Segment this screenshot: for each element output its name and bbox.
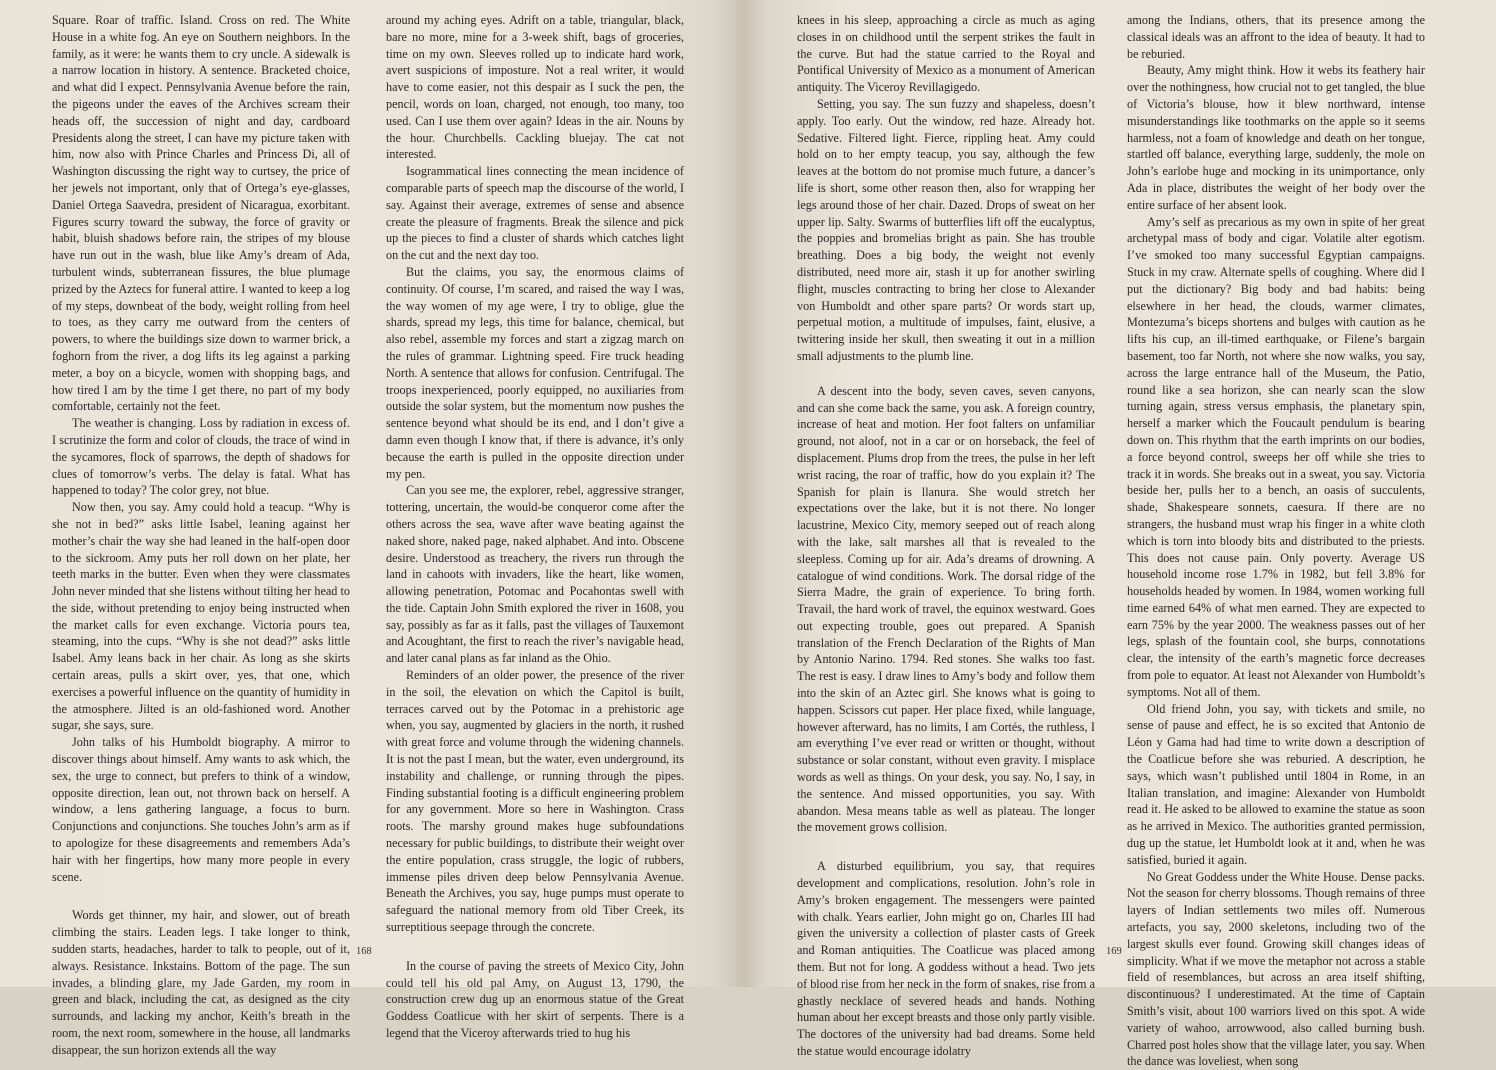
paragraph: The weather is changing. Loss by radiation in excess of. I scrutinize the form and color of clouds, the trace of wind in the sycamores, flock of sparrows, the depth of shadows for clues of tomorrow’s verbs. The delay is fatal. What has happened to today? The color grey, not blue. — [52, 416, 350, 498]
paragraph: Setting, you say. The sun fuzzy and shapeless, doesn’t apply. Too early. Out the window, red haze. Already hot. Sedative. Filtered light. Fierce, rippling heat. Amy could hold on to her empty teacup, you say, although the few leaves at the bottom do not promise much future, a dancer’s life is short, some other reason then, also for wrapping her legs around those of her chair. Dazed. Drops of sweat on her upper lip. Salty. Swarms of butterflies lift off the eucalyptus, the poppies and bromelias bright as pain. She has trouble breathing. Does a big body, the weight not evenly distributed, need more air, stash it up for another swirling flight, muscles contracting to bring her close to Alexander von Humboldt and other spare parts? Or words start up, perpetual motion, a multitude of impulses, faint, elusive, a twittering inside her skull, then sweating it out in a million small adjustments to the plumb line. — [797, 96, 1095, 363]
left-page — [0, 0, 744, 1057]
paragraph: No Great Goddess under the White House. Dense packs. Not the season for cherry blossoms. Though remains of three layers of Indian settlements two miles off. Numerous artefacts, you say, 2000 skeletons, including two of the largest skulls ever found. Growing skill changes ideas of simplicity. What if we move the metaphor not across a stable field of resemblances, but across an area itself shifting, discontinuous? I underestimated. At the time of Captain Smith’s visit, about 100 warriors lived on this spot. A wide variety of wahoo, arrowwood, also called burning bush. Charred post holes show that the village later, you say. When the dance was loveliest, when song — [1127, 869, 1425, 1069]
page-number: 169 — [1106, 946, 1122, 957]
paragraph: A descent into the body, seven caves, seven canyons, and can she come back the same, you ask. A foreign country, increase of heat and motion. Her foot falters on unfamiliar ground, not aloof, not in a car or on horseback, the feel of displacement. Plums drop from the trees, the pulse in her left wrist racing, the roar of traffic, how do you explain it? The Spanish for plain is llanura. She would stretch her expectations over the lake, but it is not there. No longer lacustrine, Mexico City, memory seeped out of reach along with the lake, salt marshes all that is revealed to the sleepless. Coming up for air. Ada’s dreams of drowning. A catalogue of wind conditions. Work. The dorsal ridge of the Sierra Madre, the grain of experience. To bring forth. Travail, the hard work of travel, the equinox westward. Goes out expecting trouble, goes out prepared. A Spanish translation of the French Declaration of the Rights of Man by Antonio Narino. 1794. Red stones. She walks too fast. The rest is easy. I draw lines to Amy’s body and follow them into the skin of an Aztec girl. She knows what is going to happen. Scissors cut paper. Her place fixed, while language, however afterward, has no limits, I am Cortés, the ruthless, I am everything I’ve ever read or written or thought, without substance or solar constant, without even gravity. I misplace words as well as things. On your desk, you say. No, I say, in the sentence. And missed opportunities, you say. With abandon. Mesa means table as well as plateau. The longer the movement grows collision. — [797, 383, 1095, 835]
paragraph: around my aching eyes. Adrift on a table, triangular, black, bare no more, mine for a 3-week shift, bags of groceries, time on my own. Sleeves rolled up to indicate hard work, avert suspicions of imposture. Not a real writer, it would have to come easier, not this despair as I suck the pen, the pencil, words on loan, charged, not enough, too many, too used. Can I use them over again? Ideas in the air. Nouns by the hour. Churchbells. Cackling bluejay. The cat not interested. — [386, 13, 684, 162]
paragraph: Can you see me, the explorer, rebel, aggressive stranger, tottering, uncertain, the would-be conqueror come after the others across the sea, wave after wave beating against the naked shore, naked page, naked alphabet. And into. Obscene desire. Understood as treachery, the rivers run through the land in cahoots with invaders, like the heart, like women, allowing penetration, Potomac and Pocahontas swell with the tide. Captain John Smith explored the river in 1608, you say, possibly as far as it falls, past the villages of Tauxemont and Acoughtant, the first to reach the river’s navigable head, and later canal plans as far inland as the Ohio. — [386, 483, 684, 666]
paragraph: Isogrammatical lines connecting the mean incidence of comparable parts of speech map the discourse of the world, I say. Against their average, extremes of sense and absence create the pleasure of fragments. Break the silence and pick up the pieces to find a cluster of shards which catches light on the cut and the next day too. — [386, 164, 684, 263]
right-page — [744, 0, 1496, 1069]
paragraph: Reminders of an older power, the presence of the river in the soil, the elevation on which the Capitol is built, terraces carved out by the Potomac in a prehistoric age when, you say, augmented by glaciers in the north, it rushed with great force and volume through the widening channels. It is not the past I mean, but the water, even underground, its instability and challenge, or running through the pipes. Finding substantial footing is a difficult engineering problem for any government. More so here in Washington. Crass roots. The marshy ground makes huge subfoundations necessary for public buildings, to distribute their weight over the entire population, crass struggle, the logic of rubbers, immense piles driven deep below Pennsylvania Avenue. Beneath the Archives, you say, huge pumps must operate to safeguard the national memory from old Tiber Creek, its surreptitious seepage through the concrete. — [386, 668, 684, 935]
paragraph: In the course of paving the streets of Mexico City, John could tell his old pal Amy, on August 13, 1790, the construction crew dug up an enormous statue of the Great Goddess Coatlicue with her skirt of serpents. There is a legend that the Viceroy afterwards tried to hug his — [386, 958, 684, 1041]
paragraph: But the claims, you say, the enormous claims of continuity. Of course, I’m scared, and raised the way I was, the way women of my age were, I try to oblige, glue the shards, spread my legs, this time for balance, chemical, but also rebel, assemble my forces and start a zigzag march on the rules of grammar. Lightning speed. Fire truck heading North. A sentence that allows for confusion. Centrifugal. The troops inexperienced, poorly equipped, no auxiliaries from outside the solar system, but the momentum now pushes the sentence beyond what should be its end, and I don’t give a damn even though I know that, if there is advance, it’s only because the earth is pulled in the opposite direction under my pen. — [386, 264, 684, 481]
paragraph: John talks of his Humboldt biography. A mirror to discover things about himself. Amy wants to ask which, the sex, the urge to connect, but prefers to think of a window, opposite direction, lean out, not thrown back on herself. A window, a lens gathering language, a focus to burn. Conjunctions and conjunctions. She touches John’s arm as if to apologize for these disagreements and remembers Ada’s hair with her fingertips, how many more people in every scene. — [52, 735, 350, 884]
paragraph: among the Indians, others, that its presence among the classical ideals was an affront to the idea of beauty. It had to be reburied. — [1127, 13, 1425, 61]
page-number: 168 — [356, 946, 372, 957]
paragraph: Words get thinner, my hair, and slower, out of breath climbing the stairs. Leaden legs. I take longer to think, sudden starts, headaches, harder to talk to people, out of it, always. Resistance. Inkstains. Bottom of the page. The sun invades, a blinding glare, my Jade Garden, my room in green and black, including the cat, as designed as the city surrounds, and lacking my anchor, Keith’s breath in the room, the next room, somewhere in the house, all landmarks disappear, the sun horizon extends all the way — [52, 908, 350, 1057]
paragraph: Beauty, Amy might think. How it webs its feathery hair over the nothingness, how crucial not to get tangled, the blue of Victoria’s blouse, how it blew northward, intense misunderstandings like toothmarks on the apple so it seems harmless, not a foam of knowledge and death on her tongue, startled off balance, everything large, suddenly, the mole on John’s earlobe huge and mocking in its unimportance, only Ada in place, distributes the weight of her body over the entire surface of her absent look. — [1127, 63, 1425, 212]
paragraph: Square. Roar of traffic. Island. Cross on red. The White House in a white fog. An eye on Southern neighbors. In the family, as it were: he wants them to cry uncle. A sidewalk is a narrow location in history. A sentence. Bracketed choice, and what did I expect. Pennsylvania Avenue before the rain, the pigeons under the eaves of the Archives scream their heads off, the succession of night and day, cardboard Presidents along the street, I can have my picture taken with him, now also with Prince Charles and Princess Di, all of Washington discussing the right way to curtsey, the price of her jewels not important, only that of Ortega’s eye-glasses, Daniel Ortega Saavedra, president of Nicaragua, exorbitant. Figures scurry toward the subway, the force of gravity or habit, bluish shadows before rain, the stripes of my blouse have run out in the wash, blue like Amy’s dream of Ada, turbulent winds, subterranean fissures, the blue plumage prized by the Aztecs for funeral attire. I wanted to keep a log of my steps, downbeat of the body, weight rolling from heel to toes, as they carry me outward from the centers of powers, to where the buildings size down to warmer brick, a foghorn from the river, a dog lifts its leg against a parking meter, a boy on a bicycle, women with shopping bags, and how tired I am by the time I get there, no part of my body comfortable, certainly not the feet. — [52, 13, 350, 414]
right-page-column-1 — [797, 12, 1095, 1060]
paragraph: knees in his sleep, approaching a circle as much as aging closes in on childhood until the serpent strikes the fault in the curve. But had the statue carried to the Royal and Pontifical University of Mexico as a monument of American antiquity. The Viceroy Revillagigedo. — [797, 13, 1095, 95]
left-page-column-2 — [386, 12, 684, 1042]
right-page-column-2 — [1127, 12, 1425, 1070]
left-page-column-1 — [52, 12, 350, 1059]
paragraph: Amy’s self as precarious as my own in spite of her great archetypal mass of body and cigar. Volatile alter egotism. I’ve smoked too many successful Egyptian campaigns. Stuck in my craw. Alternate spells of coughing. Where did I put the dictionary? Big body and bad habits: being elsewhere in her head, the clouds, warmer climates, Montezuma’s biceps shortens and bulges with caution as he lifts his cup, an ill-timed earthquake, or Filene’s bargain basement, too far North, not where she now walks, you say, across the large entrance hall of the Museum, the Patio, round like a sea horizon, she can nearly scan the slow turning again, stress versus emphasis, the planetary spin, herself a marker which the Foucault pendulum is bearing down on. This rhythm that the earth imprints on our bodies, a force beyond control, sweeps her off while she tries to track it in words. She breaks out in a sweat, you say. Victoria beside her, pulls her to a bench, an oasis of succulents, shade, Shakespeare sonnets, caesura. If there are no strangers, the husband must wrap his finger in a white cloth which is torn into bloody bits and distributed to the priests. This does not cause pain. Only poverty. Average US household income rose 1.7% in 1982, but fell 3.8% for households headed by women. In 1984, women working full time earned 64% of what men earned. They are expected to earn 75% by the year 2000. The weakness passes out of her legs, splash of the fountain cool, she burps, connotations clear, the intensity of the earth’s magnetic force decreases from pole to equator. At least not Alexander von Humboldt’s symptoms. Not all of them. — [1127, 214, 1425, 699]
paragraph: Old friend John, you say, with tickets and smile, no sense of pause and effect, he is so excited that Antonio de Léon y Gama had had time to write down a description of the Coatlicue before she was reburied. A description, he says, which wasn’t published until 1804 in Rome, in an Italian translation, and imagine: Alexander von Humboldt read it. He asked to be allowed to examine the statue as soon as he arrived in Mexico. The authorities granted permission, dug up the statue, let Humboldt look at it and, when he was satisfied, buried it again. — [1127, 701, 1425, 867]
paragraph: A disturbed equilibrium, you say, that requires development and complications, resolution. John’s role in Amy’s broken engagement. The messengers were painted with chalk. Years earlier, John might go on, Charles III had given the university a collection of plaster casts of Greek and Roman antiquities. The Coatlicue was placed among them. But not for long. A goddess without a head. Two jets of blood rise from her neck in the form of snakes, rise from a ghastly necklace of severed heads and hands. Nothing human about her except breasts and those only partly visible. The doctores of the university had bad dreams. Some held the statue would encourage idolatry — [797, 859, 1095, 1059]
paragraph: Now then, you say. Amy could hold a teacup. “Why is she not in bed?” asks little Isabel, leaning against her mother’s chair the way she had leaned in the half-open door to the sickroom. Amy puts her roll down on her plate, her teeth marks in the butter. Even when they were classmates John never minded that she listens without tilting her head to the side, without pretending to enjoy being instructed when the market calls for even exchange. Victoria pours tea, steaming, into the cups. “Why is she not dead?” asks little Isabel. Amy leans back in her chair. As long as she skirts certain areas, pulls a skirt over, yes, that one, which exercises a powerful influence on the quantity of humidity in the atmosphere. Jilted is an old-fashioned word. Another sugar, she says, sure. — [52, 500, 350, 733]
